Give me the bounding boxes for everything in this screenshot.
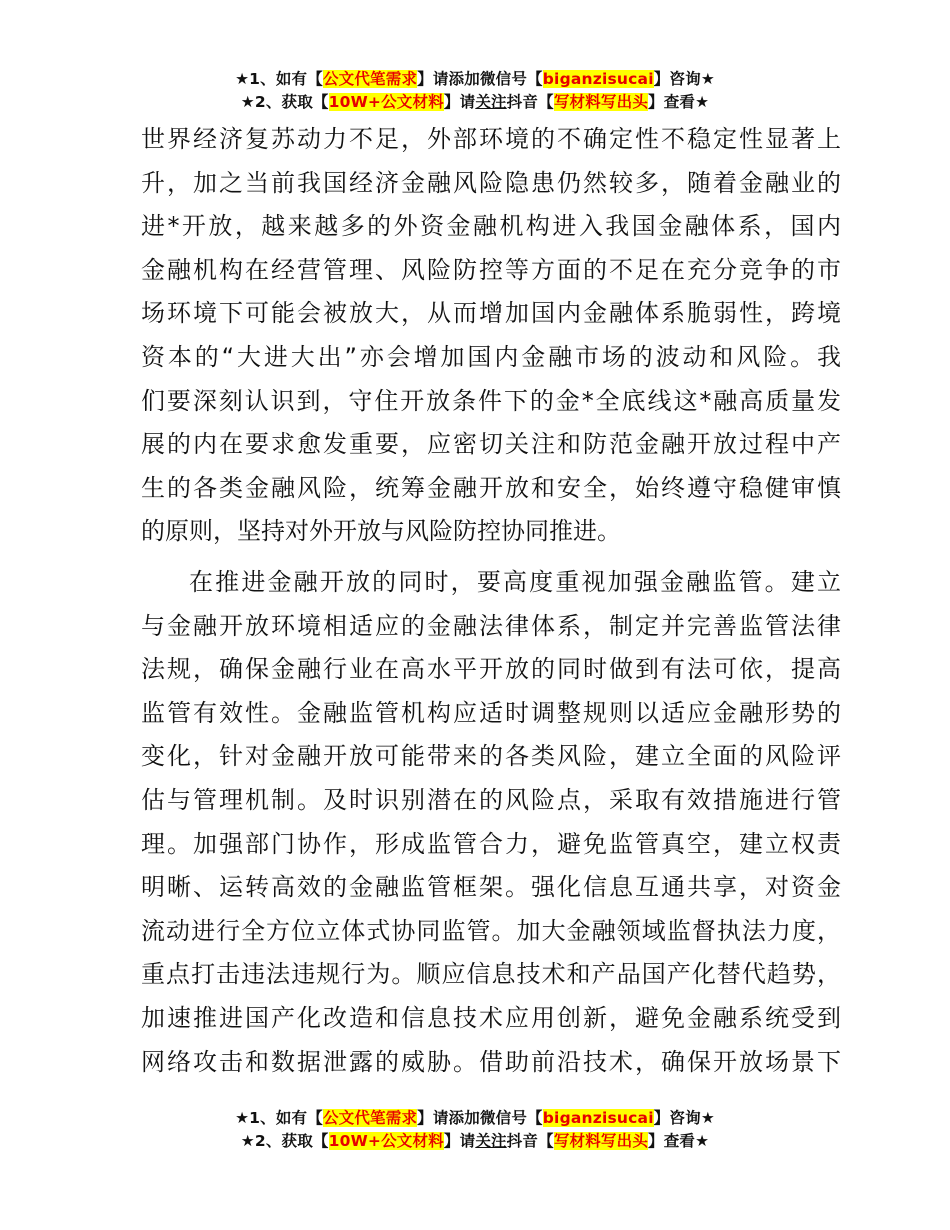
highlight-douyin-account: 写材料写出头 <box>553 1132 649 1150</box>
banner-text: 】请 <box>443 93 476 111</box>
text-line: 明晰、运转高效的金融监管框架。强化信息互通共享，对资金 <box>141 873 841 902</box>
banner-line-2 <box>0 91 950 114</box>
banner-text: 】查看★ <box>648 93 710 111</box>
banner-line-1 <box>0 68 950 91</box>
text-line: 的原则，坚持对外开放与风险防控协同推进。 <box>141 517 621 546</box>
banner-text: 】请添加微信号【 <box>417 70 543 88</box>
text-line: 金融机构在经营管理、风险防控等方面的不足在充分竞争的市 <box>141 255 841 284</box>
banner-text: 抖音【 <box>506 1132 554 1150</box>
underlined-follow: 关注 <box>475 93 507 111</box>
banner-text: ★1、如有【 <box>235 1109 323 1127</box>
text-line: 世界经济复苏动力不足，外部环境的不确定性不稳定性显著上 <box>141 125 841 153</box>
paragraph-1 <box>141 118 841 554</box>
banner-line-2 <box>0 1130 950 1153</box>
banner-text: 】咨询★ <box>653 70 715 88</box>
highlight-materials: 10W+公文材料 <box>328 1132 444 1150</box>
text-line: 法规，确保金融行业在高水平开放的同时做到有法可依，提高 <box>141 655 841 684</box>
banner-text: 】咨询★ <box>653 1109 715 1127</box>
text-line: 估与管理机制。及时识别潜在的风险点，采取有效措施进行管 <box>141 785 841 814</box>
text-line: 流动进行全方位立体式协同监管。加大金融领域监督执法力度， <box>141 916 841 945</box>
text-line: 们要深刻认识到，守住开放条件下的金*全底线这*融高质量发 <box>141 386 841 415</box>
banner-line-1 <box>0 1107 950 1130</box>
text-line: 场环境下可能会被放大，从而增加国内金融体系脆弱性，跨境 <box>141 299 841 328</box>
text-line: 理。加强部门协作，形成监管合力，避免监管真空，建立权责 <box>141 829 841 858</box>
text-line: 展的内在要求愈发重要，应密切关注和防范金融开放过程中产 <box>141 430 841 459</box>
text-line: 重点打击违法违规行为。顺应信息技术和产品国产化替代趋势， <box>141 960 841 989</box>
underlined-follow: 关注 <box>475 1132 507 1150</box>
banner-text: 】请 <box>443 1132 476 1150</box>
header-banner <box>0 68 950 114</box>
banner-text: 抖音【 <box>506 93 554 111</box>
banner-text: 】查看★ <box>648 1132 710 1150</box>
text-line: 生的各类金融风险，统筹金融开放和安全，始终遵守稳健审慎 <box>141 473 841 502</box>
banner-text: ★2、获取【 <box>240 93 329 111</box>
text-line: 在推进金融开放的同时，要高度重视加强金融监管。建立 <box>189 568 841 596</box>
text-line: 加速推进国产化改造和信息技术应用创新，避免金融系统受到 <box>141 1003 841 1032</box>
text-line: 升，加之当前我国经济金融风险隐患仍然较多，随着金融业的 <box>141 168 841 197</box>
banner-text: 】请添加微信号【 <box>417 1109 543 1127</box>
highlight-wechat-id: biganzisucai <box>542 1109 654 1127</box>
footer-banner <box>0 1107 950 1153</box>
text-line: 资本的“大进大出”亦会增加国内金融市场的波动和风险。我 <box>141 342 841 371</box>
text-line: 网络攻击和数据泄露的威胁。借助前沿技术，确保开放场景下 <box>141 1047 841 1076</box>
text-line: 与金融开放环境相适应的金融法律体系，制定并完善监管法律 <box>141 611 841 640</box>
highlight-douyin-account: 写材料写出头 <box>553 93 649 111</box>
paragraph-2 <box>141 561 841 1084</box>
highlight-service: 公文代笔需求 <box>322 1109 418 1127</box>
text-line: 进*开放，越来越多的外资金融机构进入我国金融体系，国内 <box>141 212 841 241</box>
highlight-wechat-id: biganzisucai <box>542 70 654 88</box>
text-line: 监管有效性。金融监管机构应适时调整规则以适应金融形势的 <box>141 698 841 727</box>
highlight-service: 公文代笔需求 <box>322 70 418 88</box>
banner-text: ★2、获取【 <box>240 1132 329 1150</box>
text-line: 变化，针对金融开放可能带来的各类风险，建立全面的风险评 <box>141 742 841 771</box>
banner-text: ★1、如有【 <box>235 70 323 88</box>
highlight-materials: 10W+公文材料 <box>328 93 444 111</box>
